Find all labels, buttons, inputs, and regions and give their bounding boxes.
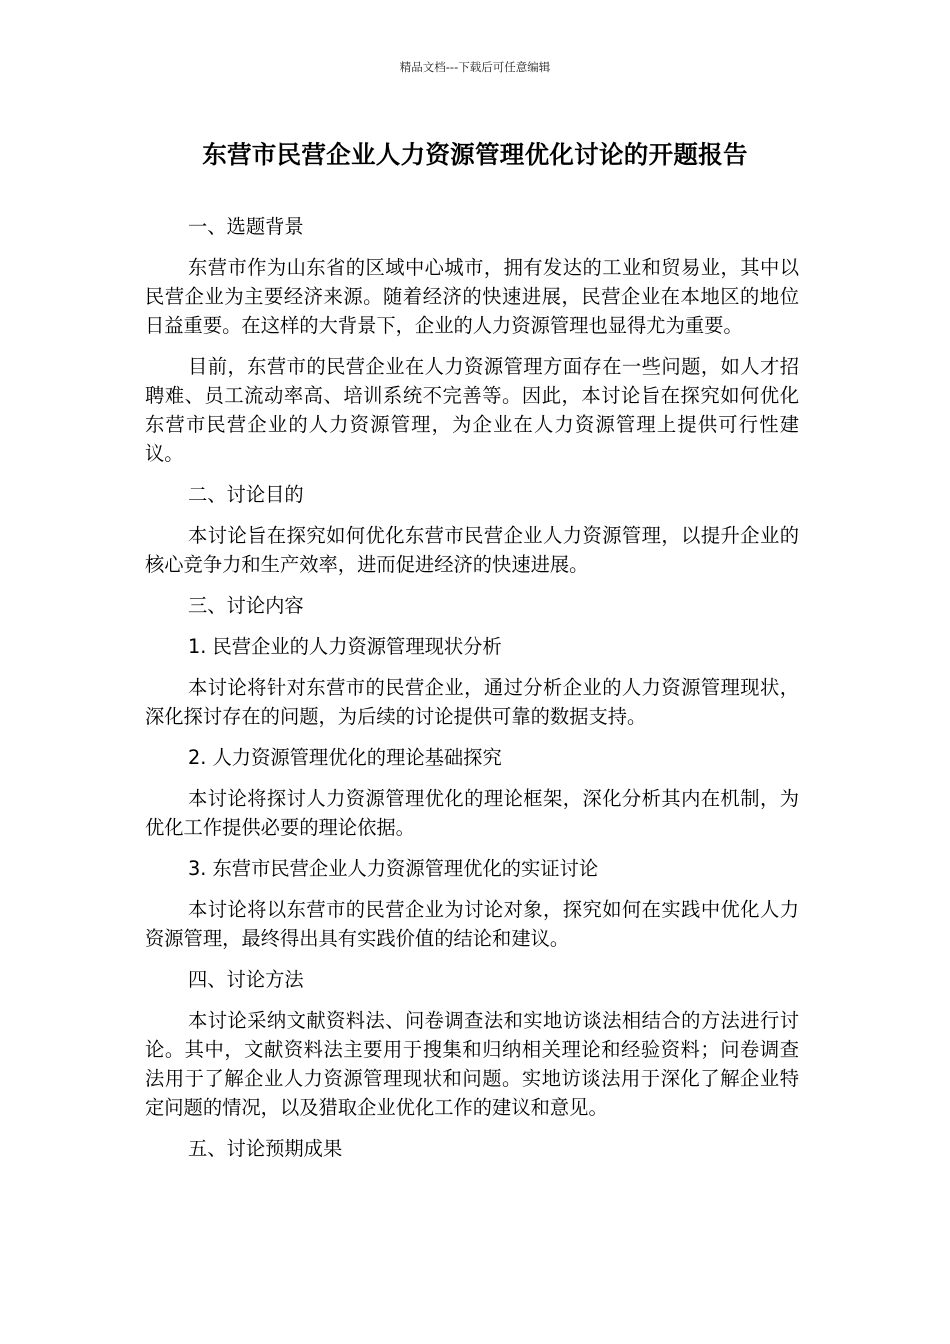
subsection-heading: 1. 民营企业的人力资源管理现状分析 — [188, 635, 502, 658]
page-header: 精品文档---下载后可任意编辑 — [399, 60, 551, 74]
paragraph: 本讨论旨在探究如何优化东营市民营企业人力资源管理，以提升企业的核心竞争力和生产效率，进而促进经济的快速进展。 — [145, 524, 799, 576]
paragraph: 目前，东营市的民营企业在人力资源管理方面存在一些问题，如人才招聘难、员工流动率高、培训系统不完善等。因此，本讨论旨在探究如何优化东营市民营企业的人力资源管理，为企业在人力资源管理上提供可行性建议。 — [145, 355, 799, 465]
paragraph: 本讨论采纳文献资料法、问卷调查法和实地访谈法相结合的方法进行讨论。其中，文献资料法主要用于搜集和归纳相关理论和经验资料；问卷调查法用于了解企业人力资源管理现状和问题。实地访谈法用于深化了解企业特定问题的情况，以及猎取企业优化工作的建议和意见。 — [145, 1009, 799, 1119]
section-heading: 一、选题背景 — [188, 215, 304, 238]
document-title: 东营市民营企业人力资源管理优化讨论的开题报告 — [202, 140, 748, 169]
subsection-heading: 3. 东营市民营企业人力资源管理优化的实证讨论 — [188, 857, 599, 880]
document-body — [145, 212, 799, 1175]
paragraph: 东营市作为山东省的区域中心城市，拥有发达的工业和贸易业，其中以民营企业为主要经济来源。随着经济的快速进展，民营企业在本地区的地位日益重要。在这样的大背景下，企业的人力资源管理也显得尤为重要。 — [145, 256, 799, 337]
subsection-heading: 2. 人力资源管理优化的理论基础探究 — [188, 746, 502, 769]
section-heading: 四、讨论方法 — [188, 968, 304, 991]
section-heading: 五、讨论预期成果 — [188, 1137, 343, 1160]
paragraph: 本讨论将探讨人力资源管理优化的理论框架，深化分析其内在机制，为优化工作提供必要的理论依据。 — [145, 787, 799, 839]
paragraph: 本讨论将以东营市的民营企业为讨论对象，探究如何在实践中优化人力资源管理，最终得出具有实践价值的结论和建议。 — [145, 898, 799, 950]
paragraph: 本讨论将针对东营市的民营企业，通过分析企业的人力资源管理现状，深化探讨存在的问题，为后续的讨论提供可靠的数据支持。 — [145, 676, 799, 728]
section-heading: 二、讨论目的 — [188, 483, 304, 506]
section-heading: 三、讨论内容 — [188, 594, 304, 617]
